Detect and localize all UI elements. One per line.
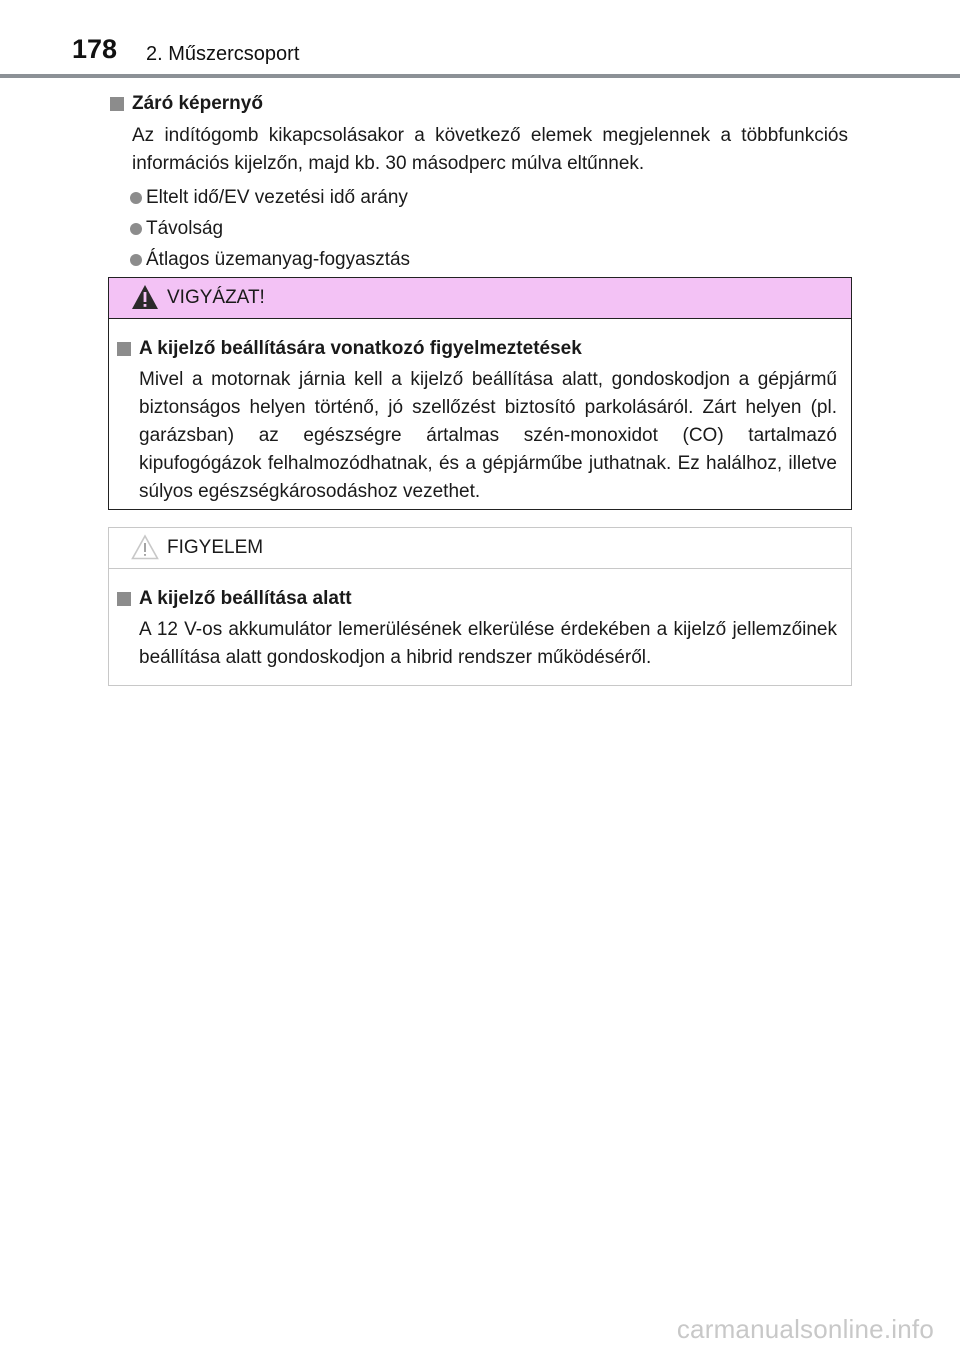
square-bullet-icon — [117, 342, 131, 356]
round-bullet-icon — [130, 254, 142, 266]
warning-heading — [115, 335, 837, 363]
square-bullet-icon — [110, 97, 124, 111]
notice-box-body — [109, 569, 851, 672]
header-divider — [0, 74, 960, 78]
section-paragraph: Az indítógomb kikapcsolásakor a következő elemek megjelennek a többfunkciós információs kijelzőn, majd kb. 30 másodperc múlva eltűnnek. — [132, 125, 848, 174]
list-item-text: Távolság — [146, 218, 224, 239]
section-heading — [108, 90, 848, 118]
list-item — [108, 246, 848, 274]
caution-triangle-outline-icon — [131, 534, 159, 560]
watermark: carmanualsonline.info — [676, 1314, 934, 1344]
round-bullet-icon — [130, 192, 142, 204]
list-item-text: Átlagos üzemanyag-fogyasztás — [146, 249, 411, 270]
notice-title: A kijelző beállítása alatt — [139, 588, 352, 609]
list-item — [108, 215, 848, 243]
square-bullet-icon — [117, 592, 131, 606]
notice-heading — [115, 585, 837, 613]
warning-box-body — [109, 319, 851, 506]
notice-label: FIGYELEM — [167, 537, 264, 558]
section-closing-screen — [108, 90, 848, 277]
section-title: Záró képernyő — [132, 93, 263, 114]
notice-box-header — [109, 528, 851, 569]
list-item-text: Eltelt idő/EV vezetési idő arány — [146, 187, 408, 208]
warning-label: VIGYÁZAT! — [167, 287, 265, 308]
notice-box — [108, 527, 852, 686]
warning-box — [108, 277, 852, 510]
warning-box-header — [109, 278, 851, 319]
warning-title: A kijelző beállítására vonatkozó figyelmeztetések — [139, 338, 582, 359]
list-item — [108, 184, 848, 212]
round-bullet-icon — [130, 223, 142, 235]
notice-text: A 12 V-os akkumulátor lemerülésének elkerülése érdekében a kijelző jellemzőinek beállítása alatt gondoskodjon a hibrid rendszer működéséről. — [139, 619, 837, 668]
page-number: 178 — [72, 34, 118, 64]
warning-triangle-icon — [131, 284, 159, 310]
item-list — [108, 184, 848, 274]
chapter-title: 2. Műszercsoport — [146, 43, 300, 65]
warning-text: Mivel a motornak járnia kell a kijelző beállítása alatt, gondoskodjon a gépjármű biztonságos helyen történő, jó szellőzést biztosító parkolásáról. Zárt helyen (pl. garázsban) az egészségre ártalmas szén-monoxidot (CO) tartalmazó kipufogógázok felhalmozódhatnak, és a gépjárműbe juthatnak. Ez halálhoz, illetve súlyos egészségkárosodáshoz vezethet. — [139, 369, 837, 502]
page-header — [0, 0, 960, 80]
